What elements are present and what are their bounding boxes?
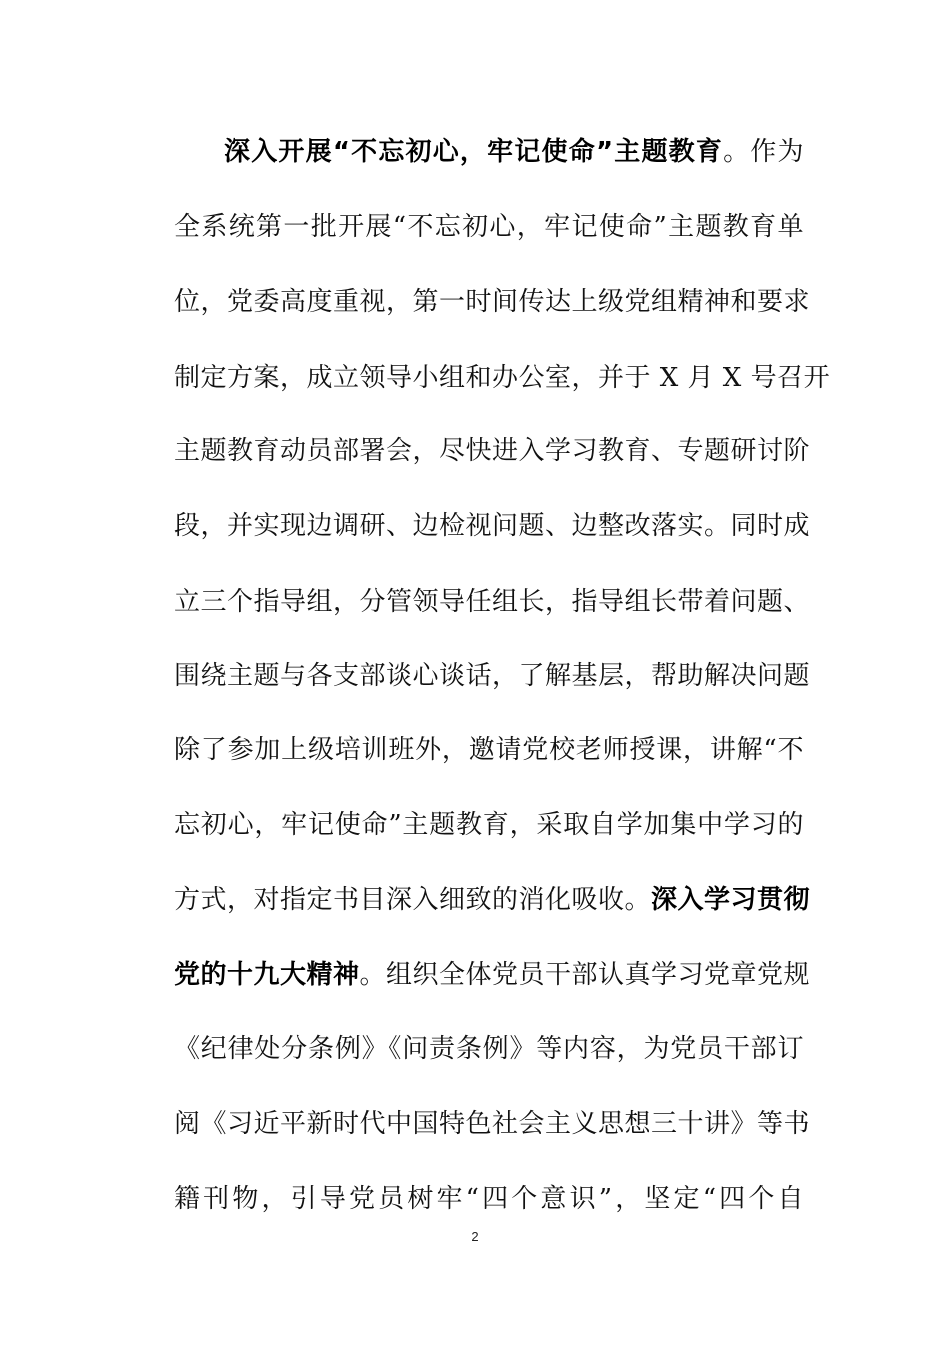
paragraph-line-9: [174, 730, 804, 770]
line-text: 方式，对指定书目深入细致的消化吸收。: [174, 885, 652, 915]
paragraph-line-1: [224, 132, 804, 172]
line-text: 阅《习近平新时代中国特色社会主义思想三十讲》等书: [174, 1109, 811, 1139]
line-text: 除了参加上级培训班外，邀请党校老师授课，讲解“不: [174, 735, 804, 765]
paragraph-line-5: [174, 431, 811, 471]
line-text: 。作为: [723, 137, 804, 167]
line-text: 全系统第一批开展“不忘初心，牢记使命”主题教育单: [174, 212, 804, 242]
line-text: 籍刊物，引导党员树牢“四个意识”，坚定“四个自: [174, 1184, 804, 1214]
bold-heading-text: 深入学习贯彻: [651, 885, 811, 915]
line-text: 位，党委高度重视，第一时间传达上级党组精神和要求: [174, 287, 811, 317]
paragraph-line-7: [174, 582, 811, 622]
paragraph-line-10: [174, 805, 804, 845]
bold-heading-text: 深入开展“不忘初心，牢记使命”主题教育: [224, 137, 724, 167]
paragraph-line-4: [174, 358, 831, 398]
page-number: 2: [471, 1229, 479, 1244]
line-text: 《纪律处分条例》《问责条例》等内容，为党员干部订: [174, 1034, 804, 1064]
paragraph-line-11: [174, 880, 811, 920]
paragraph-line-12: [174, 955, 811, 995]
line-text: 。组织全体党员干部认真学习党章党规: [359, 960, 811, 990]
line-text: 段，并实现边调研、边检视问题、边整改落实。同时成: [174, 511, 811, 541]
paragraph-line-2: [174, 207, 804, 247]
line-text: 忘初心，牢记使命”主题教育，采取自学加集中学习的: [174, 810, 804, 840]
bold-heading-text: 党的十九大精神: [174, 960, 360, 990]
paragraph-line-3: [174, 282, 811, 322]
paragraph-line-14: [174, 1104, 811, 1144]
paragraph-line-15: [174, 1179, 804, 1219]
line-text: 主题教育动员部署会，尽快进入学习教育、专题研讨阶: [174, 436, 811, 466]
paragraph-line-8: [174, 656, 811, 696]
line-text: 立三个指导组，分管领导任组长，指导组长带着问题、: [174, 587, 811, 617]
paragraph-line-6: [174, 506, 811, 546]
line-text: 围绕主题与各支部谈心谈话，了解基层，帮助解决问题: [174, 661, 811, 691]
paragraph-line-13: [174, 1029, 804, 1069]
line-text: 制定方案，成立领导小组和办公室，并于 X 月 X 号召开: [174, 363, 831, 393]
